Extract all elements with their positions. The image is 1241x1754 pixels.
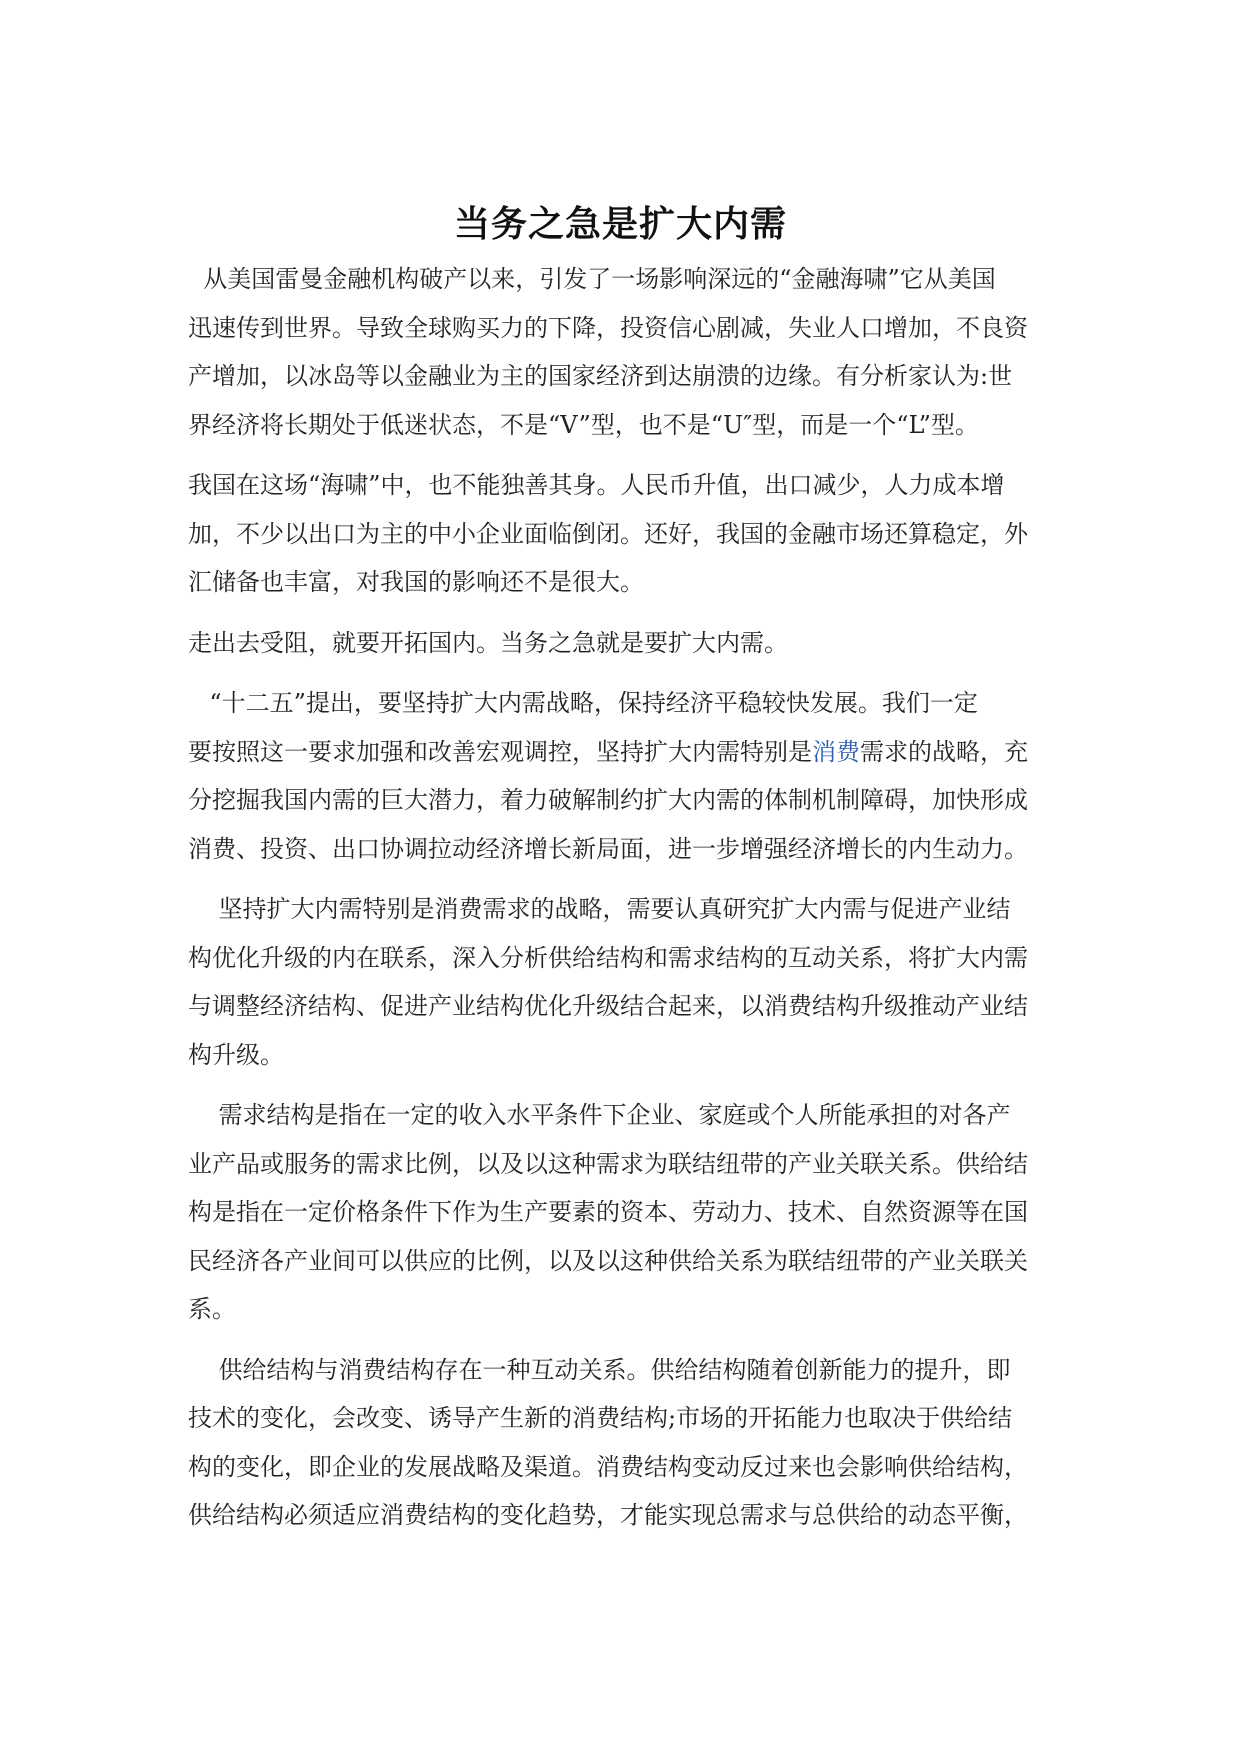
text-line: 供给结构必须适应消费结构的变化趋势，才能实现总需求与总供给的动态平衡， [188, 1501, 1028, 1529]
text-line: 构是指在一定价格条件下作为生产要素的资本、劳动力、技术、自然资源等在国 [188, 1198, 1028, 1226]
text-line [188, 728, 1060, 777]
text-line: 系。 [188, 1295, 236, 1323]
text-line [188, 776, 1060, 825]
text-segment: “十二五”提出，要坚持扩大内需战略，保持经济平稳较快发展。我们一定 [209, 689, 978, 717]
text-line: 构升级。 [188, 1040, 284, 1069]
text-line: 迅速传到世界。导致全球购买力的下降，投资信心剧减，失业人口增加，不良资 [188, 313, 1028, 342]
text-line: 从美国雷曼金融机构破产以来，引发了一场影响深远的“金融海啸”它从美国 [203, 265, 996, 293]
text-line: 我国在这场“海啸”中，也不能独善其身。人民币升值，出口减少，人力成本增 [188, 471, 1005, 499]
text-line: 坚持扩大内需特别是消费需求的战略，需要认真研究扩大内需与促进产业结 [218, 895, 1011, 923]
text-line: 供给结构与消费结构存在一种互动关系。供给结构随着创新能力的提升，即 [218, 1355, 1011, 1384]
text-line [188, 679, 1060, 728]
text-line: 产增加，以冰岛等以金融业为主的国家经济到达崩溃的边缘。有分析家认为:世 [188, 362, 1013, 390]
paragraph [188, 1346, 1060, 1540]
paragraph [188, 679, 1060, 873]
paragraph [188, 619, 1060, 668]
paragraph [188, 885, 1060, 1079]
text-line: 民经济各产业间可以供应的比例，以及以这种供给关系为联结纽带的产业关联关 [188, 1246, 1028, 1275]
text-line: 界经济将长期处于低迷状态，不是“V”型，也不是“U″型，而是一个“L”型。 [188, 410, 979, 439]
text-line: 构的变化，即企业的发展战略及渠道。消费结构变动反过来也会影响供给结构， [188, 1452, 1028, 1481]
text-line: 业产品或服务的需求比例，以及以这种需求为联结纽带的产业关联关系。供给结 [188, 1149, 1028, 1178]
paragraph [188, 255, 1060, 449]
text-line: 走出去受阻，就要开拓国内。当务之急就是要扩大内需。 [188, 628, 788, 657]
paragraph [188, 461, 1060, 607]
text-line: 构优化升级的内在联系，深入分析供给结构和需求结构的互动关系，将扩大内需 [188, 943, 1028, 972]
text-segment: 要按照这一要求加强和改善宏观调控，坚持扩大内需特别是 [188, 737, 812, 766]
text-line: 需求结构是指在一定的收入水平条件下企业、家庭或个人所能承担的对各产 [218, 1101, 1011, 1129]
paragraph [188, 1091, 1060, 1334]
text-line: 汇储备也丰富，对我国的影响还不是很大。 [188, 568, 644, 596]
text-segment: 需求的战略，充 [860, 737, 1028, 766]
hyperlink-consumption[interactable]: 消费 [812, 737, 860, 766]
text-line: 与调整经济结构、促进产业结构优化升级结合起来，以消费结构升级推动产业结 [188, 992, 1028, 1020]
text-line: 加，不少以出口为主的中小企业面临倒闭。还好，我国的金融市场还算稳定，外 [188, 519, 1028, 548]
text-line: 技术的变化，会改变、诱导产生新的消费结构;市场的开拓能力也取决于供给结 [188, 1404, 1013, 1432]
text-line [188, 825, 1060, 874]
document-title: 当务之急是扩大内需 [453, 203, 787, 246]
text-segment: 消费、投资、出口协调拉动经济增长新局面，进一步增强经济增长的内生动力。 [188, 834, 1028, 863]
document-body [188, 255, 1060, 1540]
text-segment: 分挖掘我国内需的巨大潜力，着力破解制约扩大内需的体制机制障碍，加快形成 [188, 786, 1028, 814]
